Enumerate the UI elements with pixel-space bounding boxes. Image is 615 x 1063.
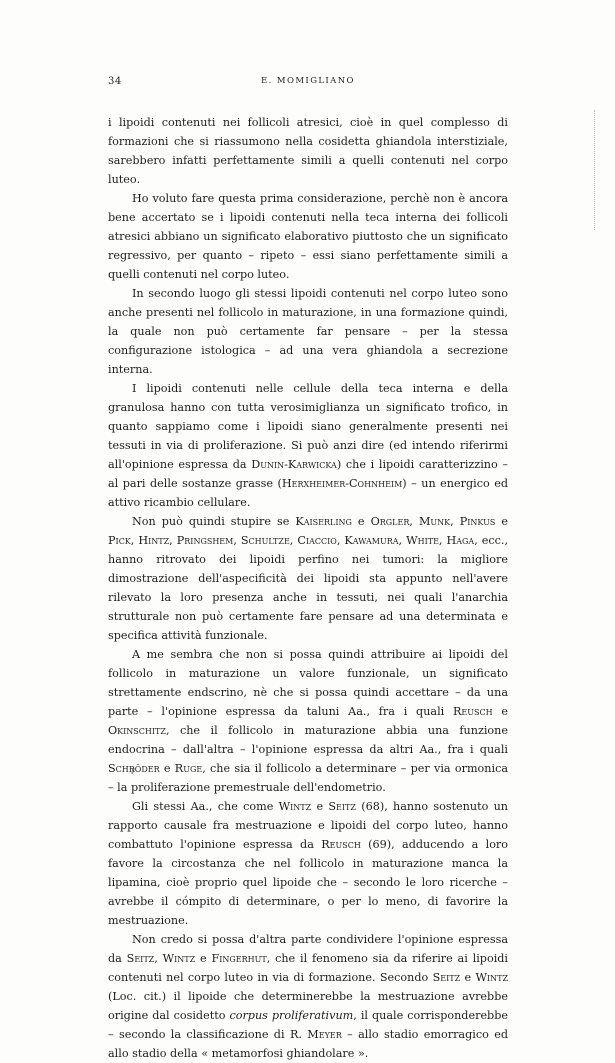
text-run: I lipoidi contenuti nelle cellule della teca interna e della granulosa hanno con tutta verosimiglianza un significato trofico, in quanto sappiamo come i lipoidi siano generalmente presenti nei tessuti in via di proliferazione. Si può anzi dire (ed intendo riferirmi all'opinione espressa da: [108, 382, 508, 471]
paragraph: [108, 284, 508, 379]
margin-mark: [594, 110, 597, 230]
page-header: [108, 76, 508, 96]
text-run: (69), adducendo a loro favore la circostanza che nel follicolo in maturazione manca la lipamina, cioè proprio quel lipoide che – secondo le loro ricerche – avrebbe il cómpito di determinare, o per lo meno, di favorire la mestruazione.: [108, 838, 509, 927]
text-run: Ho voluto fare questa prima considerazione, perchè non è ancora bene accertato se i lipoidi contenuti nella teca interna dei follicoli atresici abbiano un significato elaborativo piuttosto che un significato regressivo, per quanto – ripeto – essi siano perfettamente simili a quelli contenuti nel corpo luteo.: [108, 192, 508, 281]
paragraph: [108, 512, 508, 645]
page-number: 34: [108, 76, 122, 87]
author-name: Pringshem: [176, 534, 234, 547]
text-run: (68), hanno sostenuto un rapporto causale fra mestruazione e lipoidi del corpo luteo, hanno combattuto l'opinione espressa da: [108, 800, 509, 851]
author-name: Orgler: [370, 515, 410, 528]
author-name: Schultze: [240, 534, 290, 547]
text-run: (Loc. cit.) il lipoide che determinerebbe la mestruazione avrebbe origine dal cosidetto: [108, 990, 508, 1022]
author-name: White: [406, 534, 439, 547]
text-run: , che il fenomeno sia da riferire ai lipoidi contenuti nel corpo luteo in via di formazione. Secondo: [108, 952, 509, 984]
paragraph: [108, 645, 508, 797]
author-name: Wintz: [162, 952, 196, 965]
text-run: ,: [409, 515, 419, 528]
text-run: ,: [233, 534, 241, 547]
author-name: Fingerhut: [211, 952, 267, 965]
author-name: Hintz: [138, 534, 170, 547]
text-run: e: [492, 705, 508, 718]
author-name: Seitz: [432, 971, 461, 984]
author-name: Reusch: [321, 838, 361, 851]
text-run: Gli stessi Aa., che come: [132, 800, 279, 813]
text-run: ,: [169, 534, 177, 547]
text-run: , il quale corrisponderebbe – secondo la classificazione di: [108, 1009, 509, 1041]
author-name: Seitz: [328, 800, 356, 813]
text-run: In secondo luogo gli stessi lipoidi contenuti nel corpo luteo sono anche presenti nel follicolo in maturazione, in una formazione quindi, la quale non può certamente far pensare – per la stessa configurazione istologica – ad una vera ghiandola a secrezione interna.: [108, 287, 508, 376]
paragraph: [108, 113, 508, 189]
author-name: Okinschitz: [108, 724, 166, 737]
text-run: ,: [289, 534, 298, 547]
text-run: ,: [438, 534, 447, 547]
author-name: Seitz: [126, 952, 155, 965]
text-run: e: [351, 515, 371, 528]
text-run: Non può quindi stupire se: [132, 515, 296, 528]
text-run: ,: [398, 534, 407, 547]
text-run: e: [460, 971, 476, 984]
text-run: A me sembra che non si possa quindi attribuire ai lipoidi del follicolo in maturazione un valore funzionale, un significato strettamente endscrino, nè che si possa quindi accettare – da una parte – l'opinione espressa da taluni Aa., fra i quali: [108, 648, 508, 718]
author-name: Pinkus: [459, 515, 496, 528]
text-run: Non credo si possa d'altra parte condividere l'opinione espressa da: [108, 933, 508, 965]
text-run: ) che i lipoidi caratterizzino – al pari delle sostanze grasse (: [108, 458, 508, 490]
text-run: e: [159, 762, 175, 775]
running-head: E. MOMIGLIANO: [261, 76, 355, 86]
text-run: e: [495, 515, 508, 528]
text-run: ) – un energico ed attivo ricambio cellulare.: [108, 477, 508, 509]
author-name: Herxheimer-Cohnheim: [281, 477, 403, 490]
text-run: , che il follicolo in maturazione abbia una funzione endocrina – dall'altra – l'opinione espressa da altri Aa., fra i quali: [108, 724, 508, 756]
text-run: – allo stadio emorragico ed allo stadio della « metamorfosi ghiandolare ».: [108, 1028, 508, 1060]
text-run: ,: [450, 515, 460, 528]
author-name: Wintz: [278, 800, 312, 813]
paragraph: [108, 379, 508, 512]
text-run: e: [195, 952, 212, 965]
text-run: ,: [154, 952, 163, 965]
author-name: Munk: [418, 515, 451, 528]
body-text: [108, 113, 508, 1063]
author-name: R. Meyer: [289, 1028, 342, 1041]
author-name: Ciaccio: [297, 534, 337, 547]
text-run: , ecc., hanno ritrovato dei lipoidi perfino nei tumori: la migliore dimostrazione dell'aspecificità dei lipoidi sta appunto nell'avere rilevato la loro presenza anche in tessuti, nei quali l'anarchia strutturale non può certamente fare pensare ad una determinata e specifica attività funzionale.: [108, 534, 508, 642]
author-name: Ruge: [174, 762, 203, 775]
paragraph: [108, 797, 508, 930]
text-run: e: [311, 800, 329, 813]
author-name: Kawamura: [344, 534, 399, 547]
latin-term: corpus proliferativum: [229, 1009, 354, 1022]
text-run: i lipoidi contenuti nei follicoli atresici, cioè in quel complesso di formazioni che si riassumono nella cosidetta ghiandola interstiziale, sarebbero infatti perfettamente simili a quelli contenuti nel corpo luteo.: [108, 116, 508, 186]
paragraph: [108, 189, 508, 284]
author-name: Reusch: [453, 705, 493, 718]
author-name: Haga: [446, 534, 475, 547]
author-name: Kaiserling: [295, 515, 352, 528]
paragraph: [108, 930, 508, 1063]
text-run: ,: [336, 534, 345, 547]
text-run: , che sia il follicolo a determinare – per via ormonica – la proliferazione premestruale dell'endometrio.: [108, 762, 509, 794]
author-name: Pick: [108, 534, 131, 547]
author-name: Schröder: [108, 762, 160, 775]
author-name: Wintz: [475, 971, 509, 984]
author-name: Dunin-Karwicka: [251, 458, 337, 471]
text-run: ,: [130, 534, 139, 547]
